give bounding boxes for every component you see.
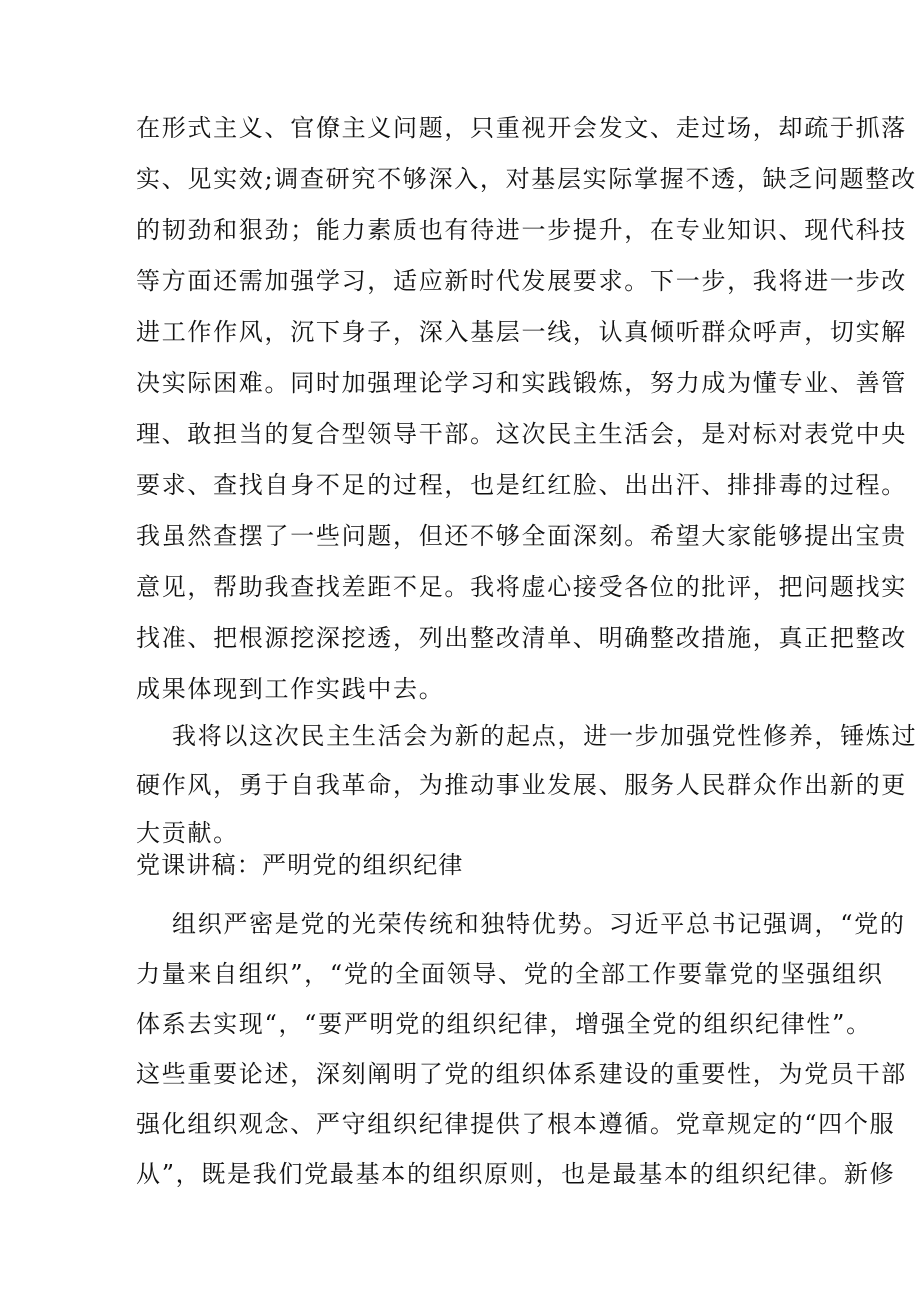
text-line: 强化组织观念、严守组织纪律提供了根本遵循。党章规定的“四个服 <box>136 1110 896 1138</box>
text-line: 大贡献。 <box>136 819 239 847</box>
text-line: 决实际困难。同时加强理论学习和实践锻炼，努力成为懂专业、善管 <box>136 369 907 397</box>
text-line: 这些重要论述，深刻阐明了党的组织体系建设的重要性，为党员干部 <box>136 1060 907 1088</box>
text-line: 等方面还需加强学习，适应新时代发展要求。下一步，我将进一步改 <box>136 267 907 295</box>
text-line: 我将以这次民主生活会为新的起点，进一步加强党性修养，锤炼过 <box>172 722 918 750</box>
text-line: 力量来自组织”，“党的全面领导、党的全部工作要靠党的坚强组织 <box>136 960 884 988</box>
text-line: 体系去实现“，“要严明党的组织纪律，增强全党的组织纪律性”。 <box>136 1010 872 1038</box>
text-line: 我虽然查摆了一些问题，但还不够全面深刻。希望大家能够提出宝贵 <box>136 522 907 550</box>
section-heading: 党课讲稿：严明党的组织纪律 <box>136 851 464 879</box>
text-line: 组织严密是党的光荣传统和独特优势。习近平总书记强调，“党的 <box>172 910 906 938</box>
text-line: 理、敢担当的复合型领导干部。这次民主生活会，是对标对表党中央 <box>136 420 907 448</box>
text-line: 要求、查找自身不足的过程，也是红红脸、出出汗、排排毒的过程。 <box>136 471 907 499</box>
text-line: 意见，帮助我查找差距不足。我将虚心接受各位的批评，把问题找实 <box>136 573 907 601</box>
text-line: 成果体现到工作实践中去。 <box>136 675 445 703</box>
text-line: 实、见实效;调查研究不够深入，对基层实际掌握不透，缺乏问题整改 <box>136 165 917 193</box>
text-line: 从”，既是我们党最基本的组织原则，也是最基本的组织纪律。新修 <box>136 1160 896 1188</box>
text-line: 的韧劲和狠劲；能力素质也有待进一步提升，在专业知识、现代科技 <box>136 216 907 244</box>
text-line: 硬作风，勇于自我革命，为推动事业发展、服务人民群众作出新的更 <box>136 771 907 799</box>
text-line: 找准、把根源挖深挖透，列出整改清单、明确整改措施，真正把整改 <box>136 624 907 652</box>
text-line: 在形式主义、官僚主义问题，只重视开会发文、走过场，却疏于抓落 <box>136 114 907 142</box>
text-line: 进工作作风，沉下身子，深入基层一线，认真倾听群众呼声，切实解 <box>136 318 907 346</box>
